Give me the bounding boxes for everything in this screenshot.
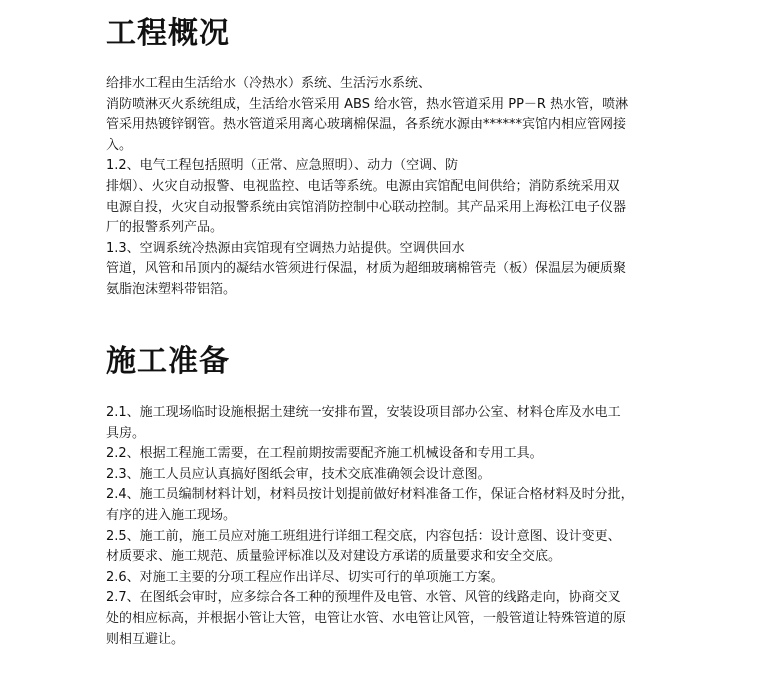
- section-title-overview: 工程概况: [106, 16, 230, 51]
- paragraph-line: 管道，风管和吊顶内的凝结水管须进行保温，材质为超细玻璃棉管壳（板）保温层为硬质聚: [106, 261, 627, 277]
- section-body-overview: [106, 74, 666, 301]
- paragraph-line: 入。: [106, 137, 133, 153]
- paragraph-line: 2.4、施工员编制材料计划，材料员按计划提前做好材料准备工作，保证合格材料及时分批，: [106, 487, 634, 503]
- paragraph-line: 氨脂泡沫塑料带铝箔。: [106, 281, 237, 297]
- paragraph-line: 2.3、施工人员应认真搞好图纸会审，技术交底准确领会设计意图。: [106, 466, 491, 482]
- paragraph-line: 则相互避让。: [106, 631, 185, 647]
- paragraph-line: 2.7、在图纸会审时，应多综合各工种的预埋件及电管、水管、风管的线路走向，协商交叉: [106, 590, 621, 606]
- paragraph-line: 给排水工程由生活给水（冷热水）系统、生活污水系统、: [106, 76, 432, 91]
- paragraph-line: 电源自投，火灾自动报警系统由宾馆消防控制中心联动控制。其产品采用上海松江电子仪器: [106, 199, 627, 215]
- paragraph-line: 具房。: [106, 425, 146, 441]
- paragraph-line: 2.6、对施工主要的分项工程应作出详尽、切实可行的单项施工方案。: [106, 569, 504, 585]
- paragraph-line: 排烟）、火灾自动报警、电视监控、电话等系统。电源由宾馆配电间供给；消防系统采用双: [106, 178, 620, 194]
- paragraph-line: 2.1、施工现场临时设施根据土建统一安排布置，安装设项目部办公室、材料仓库及水电工: [106, 405, 621, 420]
- paragraph-line: 2.2、根据工程施工需要，在工程前期按需要配齐施工机械设备和专用工具。: [106, 446, 543, 462]
- paragraph-line: 处的相应标高，并根据小管让大管，电管让水管、水电管让风管，一般管道让特殊管道的原: [106, 610, 627, 626]
- section-body-preparation: [106, 403, 666, 650]
- paragraph-line: 1.3、空调系统冷热源由宾馆现有空调热力站提供。空调供回水: [106, 240, 465, 256]
- paragraph-line: 消防喷淋灭火系统组成，生活给水管采用 ABS 给水管，热水管道采用 PP－R 热水管，喷淋: [106, 96, 629, 112]
- paragraph-line: 材质要求、施工规范、质量验评标准以及对建设方承诺的质量要求和安全交底。: [106, 549, 562, 565]
- paragraph-line: 管采用热镀锌钢管。热水管道采用离心玻璃棉保温，各系统水源由******宾馆内相应管网接: [106, 117, 627, 133]
- section-title-preparation: 施工准备: [106, 344, 230, 379]
- paragraph-line: 2.5、施工前，施工员应对施工班组进行详细工程交底，内容包括：设计意图、设计变更、: [106, 528, 621, 544]
- paragraph-line: 厂的报警系列产品。: [106, 220, 224, 236]
- paragraph-line: 有序的进入施工现场。: [106, 507, 237, 523]
- paragraph-line: 1.2、电气工程包括照明（正常、应急照明）、动力（空调、防: [106, 158, 459, 174]
